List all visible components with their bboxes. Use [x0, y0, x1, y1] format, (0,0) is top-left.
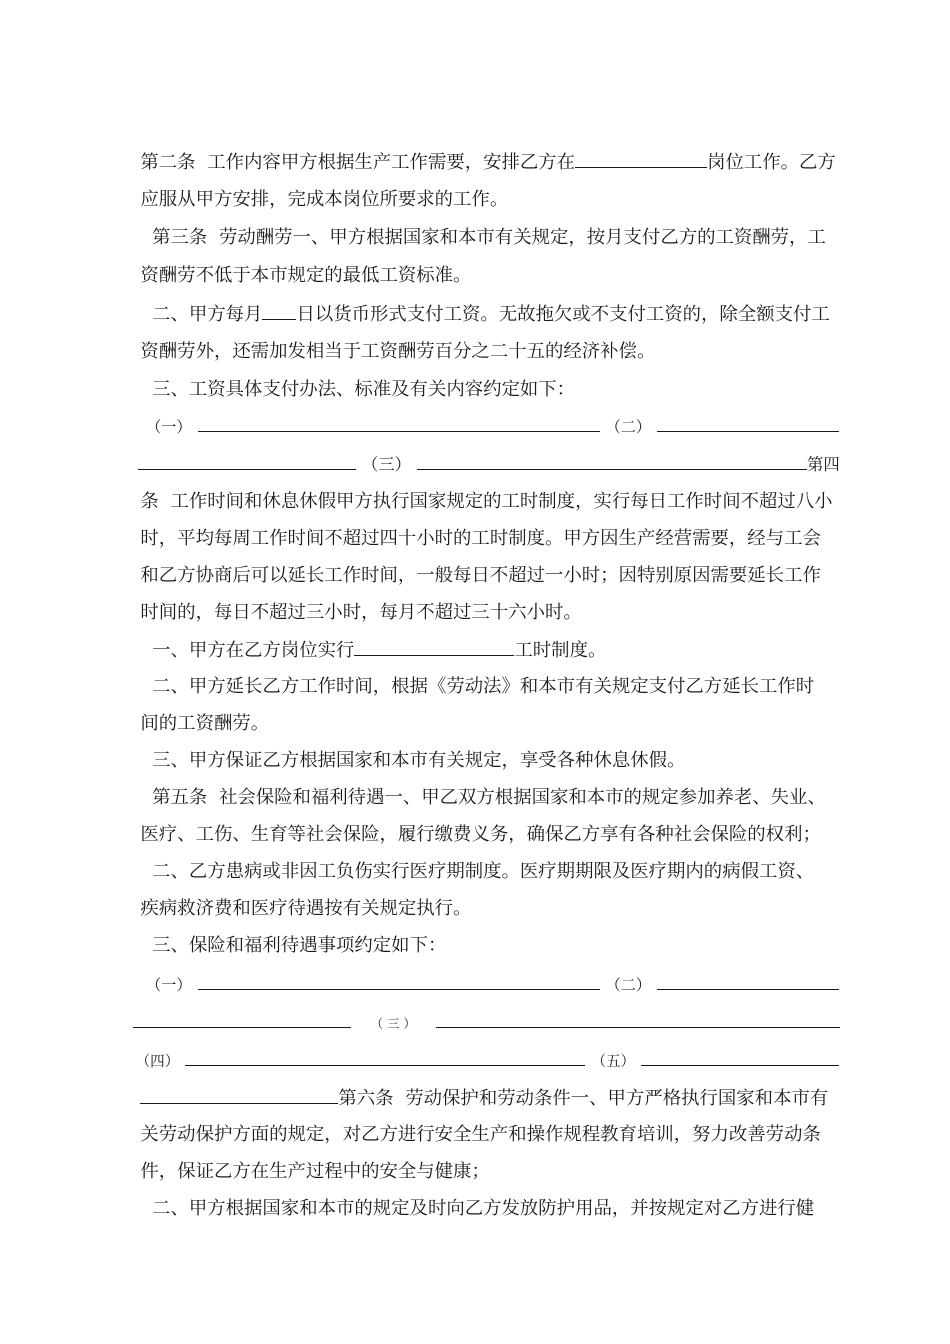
text: （一）	[136, 976, 192, 994]
text: 二、乙方患病或非因工负伤实行医疗期制度。医疗期期限及医疗期内的病假工资、	[140, 861, 815, 882]
text: 时，平均每周工作时间不超过四十小时的工时制度。甲方因生产经营需要，经与工会	[140, 528, 821, 549]
text: 间的工资酬劳。	[140, 713, 270, 734]
text: 第五条 社会保险和福利待遇一、甲乙双方根据国家和本市的规定参加养老、失业、	[140, 787, 826, 808]
text: 三、甲方保证乙方根据国家和本市有关规定，享受各种休息休假。	[140, 750, 686, 771]
text: （一）	[136, 418, 192, 436]
text: 件，保证乙方在生产过程中的安全与健康；	[140, 1161, 490, 1182]
text: 一、甲方在乙方岗位实行	[140, 640, 355, 661]
text: 日以货币形式支付工资。无故拖欠或不支付工资的，除全额支付工	[296, 304, 830, 325]
text: 第二条 工作内容甲方根据生产工作需要，安排乙方在	[140, 152, 576, 173]
text: 应服从甲方安排，完成本岗位所要求的工作。	[140, 189, 509, 210]
article-6-clause-2-line-1	[117, 1173, 814, 1245]
text: 岗位工作。乙方	[707, 152, 836, 173]
text: （五）	[591, 1053, 636, 1070]
text: 和乙方协商后可以延长工作时间，一般每日不超过一小时；因特别原因需要延长工作	[140, 565, 821, 586]
text: 二、甲方每月	[140, 304, 263, 325]
text: 第四	[807, 455, 840, 474]
text: 工时制度。	[514, 640, 607, 661]
text: 三、保险和福利待遇事项约定如下：	[140, 935, 447, 956]
text: （四）	[135, 1053, 180, 1070]
text: 二、甲方根据国家和本市的规定及时向乙方发放防护用品，并按规定对乙方进行健	[140, 1198, 815, 1219]
text: （二）	[605, 976, 652, 994]
text: （ 三 ）	[370, 1016, 416, 1031]
text: 第六条 劳动保护和劳动条件一、甲方严格执行国家和本市有	[338, 1088, 829, 1109]
text: 疾病救济费和医疗待遇按有关规定执行。	[140, 898, 472, 919]
text: 第三条 劳动酬劳一、甲方根据国家和本市有关规定，按月支付乙方的工资酬劳，工	[140, 227, 826, 248]
text: 资酬劳不低于本市规定的最低工资标准。	[140, 265, 472, 286]
text: 医疗、工伤、生育等社会保险，履行缴费义务，确保乙方享有各种社会保险的权利；	[140, 824, 821, 845]
text: （二）	[605, 418, 652, 436]
text: 资酬劳外，还需加发相当于工资酬劳百分之二十五的经济补偿。	[140, 341, 656, 362]
text: 条 工作时间和休息休假甲方执行国家规定的工时制度，实行每日工作时间不超过八小	[140, 491, 833, 512]
text: （三）	[361, 455, 412, 474]
text: 三、工资具体支付办法、标准及有关内容约定如下：	[140, 379, 576, 400]
blank-field[interactable]	[575, 150, 707, 168]
text: 关劳动保护方面的规定，对乙方进行安全生产和操作规程教育培训，努力改善劳动条	[140, 1124, 821, 1145]
text: 二、甲方延长乙方工作时间，根据《劳动法》和本市有关规定支付乙方延长工作时	[140, 676, 815, 697]
text: 时间的，每日不超过三小时，每月不超过三十六小时。	[140, 602, 582, 623]
